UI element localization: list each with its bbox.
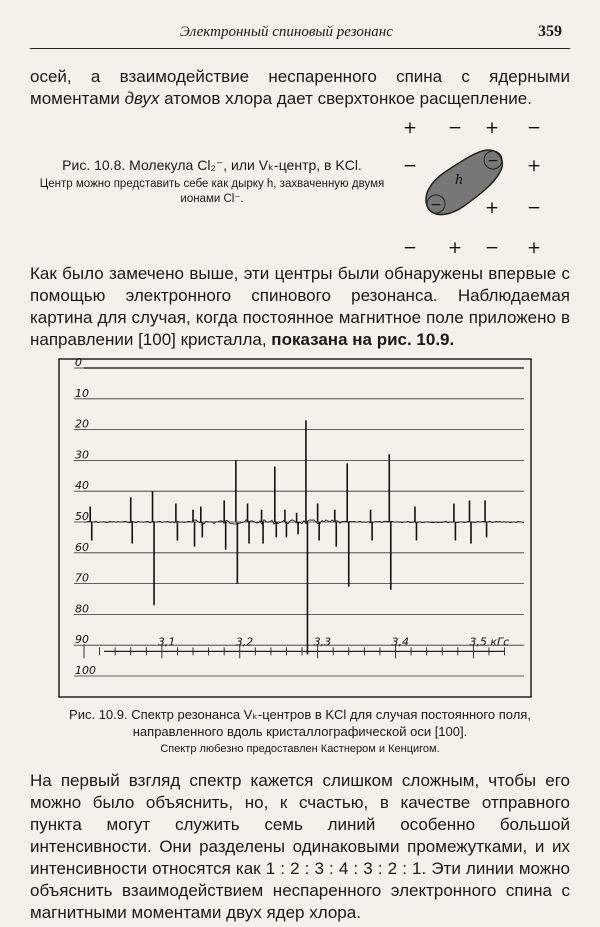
x-tick-label-4: 3,5 кГс [469,635,510,649]
y-tick-label-50: 50 [75,510,89,523]
paragraph-2-bold: показана на рис. 10.9. [271,330,455,349]
paragraph-2 [30,263,570,351]
figure-10-8-caption-note: Центр можно представить себе как дырку h, захваченную двумя ионами Cl⁻. [39,178,385,205]
lattice-sign-1-3: + [526,156,542,176]
lattice-sign-0-2: + [484,118,500,138]
lattice-sign-3-1: + [447,238,463,257]
figure-10-8-caption [32,155,392,207]
hole-label: h [455,173,464,188]
lattice-sign-0-0: + [402,118,418,138]
lattice-sign-3-2: − [484,238,500,257]
page-number: 359 [538,23,562,40]
figure-10-9-caption [30,706,570,757]
running-title: Электронный спиновый резонанс [180,24,393,40]
x-tick-label-0: 3,1 [157,635,176,649]
figure-10-9-caption-title: Рис. 10.9. Спектр резонанса Vₖ-центров в KCl для случая постоянного поля, направленного вдоль кристаллографической оси [100]. [69,707,531,739]
lattice-sign-3-0: − [402,238,418,257]
esr-spectrum-chart [58,358,532,698]
chart-frame [59,359,531,697]
x-tick-label-1: 3,2 [235,635,254,649]
lattice-sign-2-3: − [526,198,542,218]
running-header [30,22,570,49]
paragraph-1-before: осей, а взаимодействие неспаренного спина с ядерными моментами [30,67,570,108]
chart-spectral-lines [90,420,486,654]
paragraph-1 [30,66,570,110]
chlorine-ion-bottom-sign: − [430,197,442,213]
lattice-sign-0-3: − [526,118,542,138]
chlorine-ion-top-sign: − [487,153,499,169]
lattice-sign-3-3: + [526,238,542,257]
paragraph-1-after: атомов хлора дает сверхтонкое расщепление. [159,89,532,108]
figure-10-9-caption-credit: Спектр любезно предоставлен Кастнером и Кенцигом. [160,743,440,755]
x-tick-label-3: 3,4 [391,635,410,649]
paragraph-2-before: Как было замечено выше, эти центры были обнаружены впервые с помощью электронного спинового резонанса. Наблюдаемая картина для случая, когда постоянное магнитное поле приложено в направлении [100] кристалла, [30,264,570,349]
paragraph-1-emphasis: двух [124,89,160,108]
chart-x-axis [84,635,509,658]
y-tick-label-60: 60 [75,540,89,554]
y-tick-label-20: 20 [75,417,89,431]
y-tick-label-10: 10 [75,386,89,400]
chart-y-tick-labels [75,358,96,677]
y-tick-label-30: 30 [75,448,89,462]
figure-10-8-caption-title: Рис. 10.8. Молекула Cl₂⁻, или Vₖ-центр, в KCl. [62,157,362,173]
y-tick-label-40: 40 [75,479,89,493]
y-tick-label-90: 90 [75,633,89,647]
molecule-diagram [400,112,560,257]
lattice-sign-2-2: + [484,198,500,218]
y-tick-label-100: 100 [75,664,96,677]
y-tick-label-70: 70 [75,571,89,585]
paragraph-3: На первый взгляд спектр кажется слишком сложным, чтобы его можно было объяснить, но, к счастью, в качестве отправного пункта могут служить семь линий особенно большой интенсивности. Они разделены одинаковыми промежутками, и их интенсивности относятся как 1 : 2 : 3 : 4 : 3 : 2 : 1. Эти линии можно объяснить взаимодействием неспаренного электронного спина с магнитными моментами двух ядер хлора. [30,771,570,922]
y-tick-label-80: 80 [75,602,89,616]
lattice-sign-0-1: − [447,118,463,138]
x-tick-label-2: 3,3 [313,635,332,649]
y-tick-label-0: 0 [75,358,82,369]
lattice-sign-1-0: − [402,156,418,176]
